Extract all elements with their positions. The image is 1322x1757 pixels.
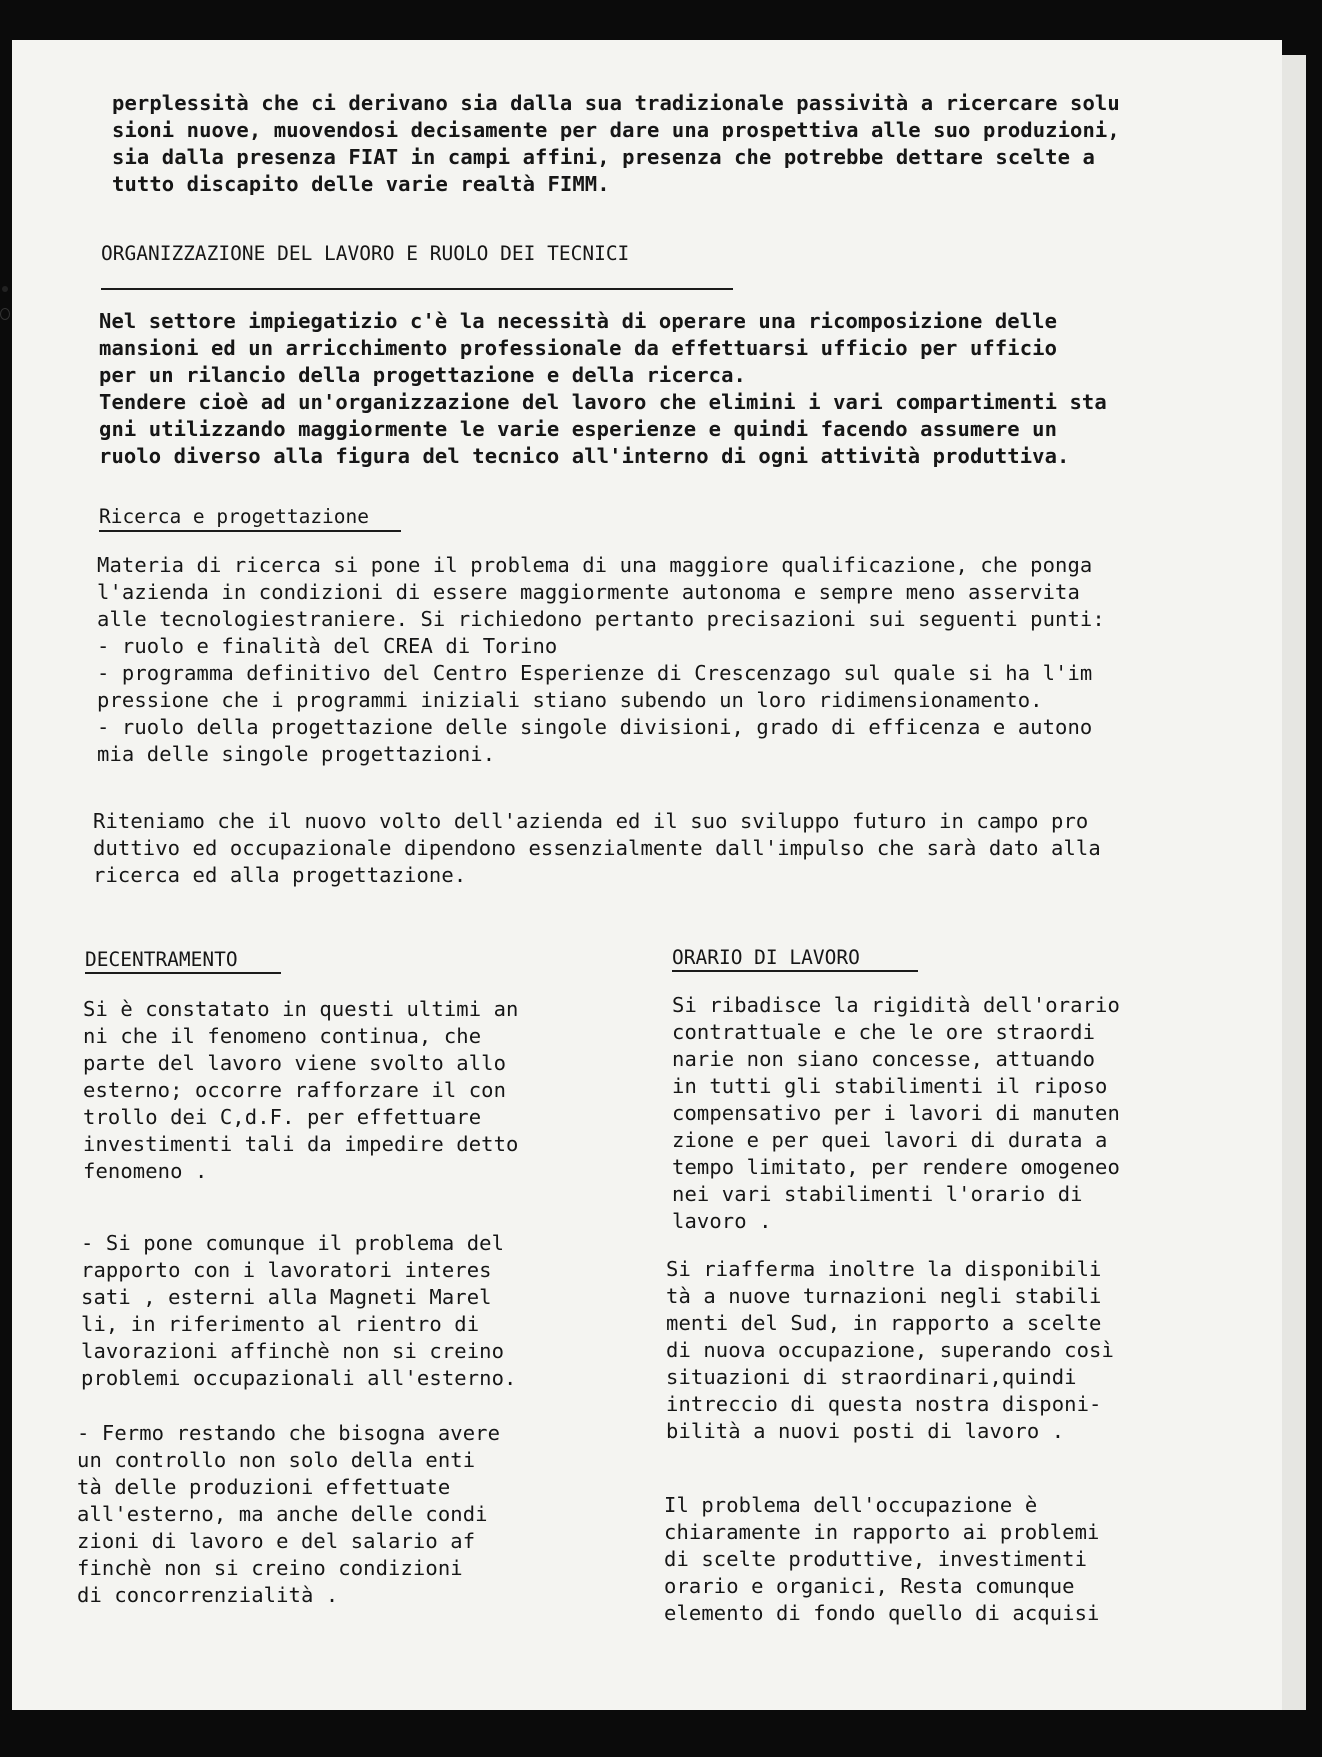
margin-mark [2, 286, 8, 292]
decentramento-point: - Si pone comunque il problema del rapporto con i lavoratori interes sati , esterni alla Magneti Marel li, in riferimento al rientro di lavorazioni affinchè non si creino problemi occupazionali all'esterno. [81, 1231, 517, 1390]
scan-bottom-border [0, 1712, 1322, 1757]
heading-underline [101, 288, 733, 290]
intro-paragraph: perplessità che ci derivano sia dalla sua tradizionale passività a ricercare solu sioni nuove, muovendosi decisamente per dare una prospettiva alle suo produzioni, sia dalla presenza FIAT in campi affini, presenza che potrebbe dettare scelte a tutto discapito delle varie realtà FIMM. [112, 91, 1120, 196]
ricerca-paragraph: Materia di ricerca si pone il problema di una maggiore qualificazione, che ponga l'azienda in condizioni di essere maggiormente autonoma e sempre meno asservita alle tecnologiestraniere. Si richiedono pertanto precisazioni sui seguenti punti: - ruolo e finalità del CREA di Torino - programma definitivo del Centro Esperienze di Crescenzago sul quale si ha l'im pressione che i programmi iniziali stiano subendo un loro ridimensionamento. - ruolo della progettazione delle singole divisioni, grado di efficenza e autono mia delle singole progettazioni. [97, 553, 1105, 766]
organizzazione-paragraph: Nel settore impiegatizio c'è la necessità di operare una ricomposizione delle mansioni ed un arricchimento professionale da effettuarsi ufficio per ufficio per un rilancio della progettazione e della ricerca. Tendere cioè ad un'organizzazione del lavoro che elimini i vari compartimenti sta gni utilizzando maggiormente le varie esperienze e quindi facendo assumere un ruolo diverso alla figura del tecnico all'interno di ogni attività produttiva. [99, 309, 1107, 468]
orario-paragraph: Si ribadisce la rigidità dell'orario contrattuale e che le ore straordi narie non siano concesse, attuando in tutti gli stabilimenti il riposo compensativo per i lavori di manuten zione e per quei lavori di durata a tempo limitato, per rendere omogeneo nei vari stabilimenti l'orario di lavoro . [672, 993, 1120, 1233]
heading-underline [85, 972, 281, 974]
orario-paragraph: Il problema dell'occupazione è chiaramente in rapporto ai problemi di scelte produttive, investimenti orario e organici, Resta comunque elemento di fondo quello di acquisi [664, 1493, 1100, 1625]
heading-underline [672, 970, 918, 972]
margin-mark [0, 308, 10, 320]
ricerca-conclusion-paragraph: Riteniamo che il nuovo volto dell'azienda ed il suo sviluppo futuro in campo pro duttivo ed occupazionale dipendono essenzialmente dall'impulso che sarà dato alla ricerca ed alla progettazione. [93, 809, 1101, 887]
section-heading-orario: ORARIO DI LAVORO [672, 946, 860, 969]
heading-underline [99, 530, 401, 532]
orario-paragraph: Si riafferma inoltre la disponibili tà a nuove turnazioni negli stabili menti del Sud, in rapporto a scelte di nuova occupazione, superando così situazioni di straordinari,quindi intreccio di questa nostra disponi- bilità a nuovi posti di lavoro . [666, 1257, 1114, 1443]
section-heading-ricerca: Ricerca e progettazione [99, 505, 370, 528]
section-heading-organizzazione: ORGANIZZAZIONE DEL LAVORO E RUOLO DEI TECNICI [101, 242, 630, 265]
decentramento-paragraph: Si è constatato in questi ultimi an ni che il fenomeno continua, che parte del lavoro viene svolto allo esterno; occorre rafforzare il con trollo dei C,d.F. per effettuare investimenti tali da impedire detto fenomeno . [83, 997, 519, 1183]
section-heading-decentramento: DECENTRAMENTO [85, 948, 238, 971]
decentramento-point: - Fermo restando che bisogna avere un controllo non solo della enti tà delle produzioni effettuate all'esterno, ma anche delle condi zioni di lavoro e del salario af finchè non si creino condizioni di concorrenzialità . [77, 1421, 501, 1607]
page-right-edge [1282, 55, 1306, 1710]
